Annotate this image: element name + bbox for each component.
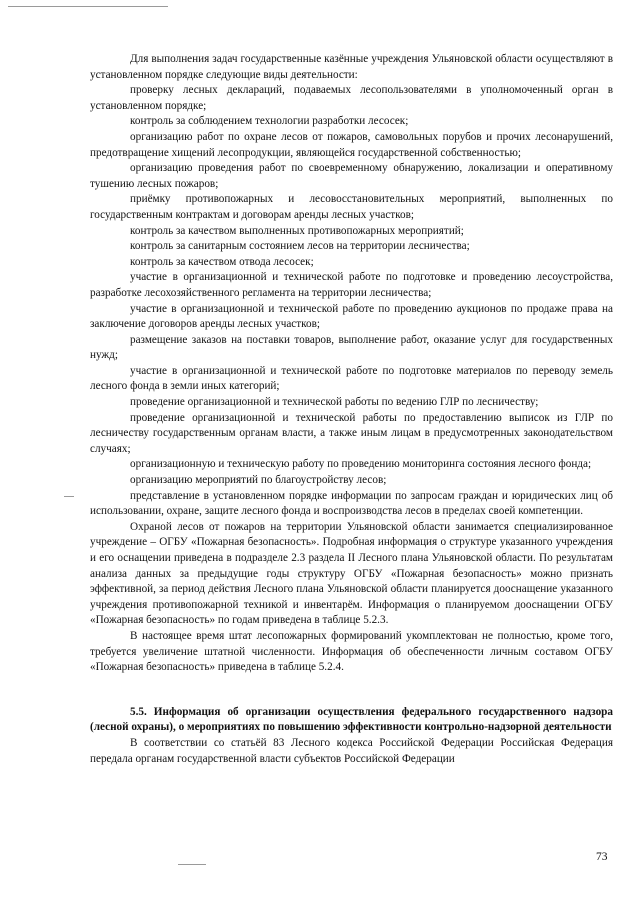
scan-artifact-left (64, 496, 74, 497)
list-item: участие в организационной и технической работе по проведению аукционов по продаже права на заключение договоров аренды лесных участков; (90, 302, 613, 331)
list-item: проведение организационной и технической работы по предоставлению выписок из ГЛР по лесничеству государственным органам власти, а также иным лицам в предусмотренных законодательством случаях; (90, 411, 613, 455)
body-paragraph: В настоящее время штат лесопожарных формирований укомплектован не полностью, кроме того, требуется увеличение штатной численности. Информация об обеспеченности личным составом ОГБУ «Пожарная безопасность» приведена в таблице 5.2.4. (90, 629, 613, 674)
intro-paragraph: Для выполнения задач государственные казённые учреждения Ульяновской области осуществляют в установленном порядке следующие виды деятельности: (90, 53, 613, 81)
list-item: размещение заказов на поставки товаров, выполнение работ, оказание услуг для государственных нужд; (90, 333, 613, 362)
list-item: контроль за качеством выполненных противопожарных мероприятий; (130, 224, 464, 237)
document-page (90, 52, 613, 767)
list-item: контроль за санитарным состоянием лесов на территории лесничества; (130, 240, 470, 253)
page-number: 73 (596, 851, 608, 863)
list-item: организацию мероприятий по благоустройству лесов; (130, 474, 387, 487)
list-item: приёмку противопожарных и лесовосстановительных мероприятий, выполненных по государственным контрактам и договорам аренды лесных участков; (90, 193, 613, 221)
list-item: организацию проведения работ по своевременному обнаружению, локализации и оперативному тушению лесных пожаров; (90, 162, 613, 190)
section-heading: 5.5. Информация об организации осуществления федерального государственного надзора (лесной охраны), о мероприятиях по повышению эффективности контрольно-надзорной деятельности (90, 705, 613, 734)
scan-artifact-bottom (178, 864, 206, 865)
list-item: контроль за качеством отвода лесосек; (130, 255, 314, 268)
list-item: участие в организационной и технической работе по подготовке и проведению лесоустройства, разработке лесохозяйственного регламента на территории лесничества; (90, 271, 613, 299)
list-item: представление в установленном порядке информации по запросам граждан и юридических лиц об использовании, охране, защите лесного фонда и воспроизводства лесов в пределах своей компетенции. (90, 489, 613, 518)
section-spacer (90, 676, 613, 705)
list-item: организацию работ по охране лесов от пожаров, самовольных порубов и прочих лесонарушений, предотвращение хищений лесопродукции, являющейся государственной собственностью; (90, 130, 613, 159)
list-item: проведение организационной и технической работы по ведению ГЛР по лесничеству; (130, 396, 539, 409)
section-paragraph: В соответствии со статьёй 83 Лесного кодекса Российской Федерации Российская Федерация передала органам государственной власти субъектов Российской Федерации (90, 736, 613, 765)
list-item: контроль за соблюдением технологии разработки лесосек; (130, 115, 409, 128)
list-item: проверку лесных деклараций, подаваемых лесопользователями в уполномоченный орган в установленном порядке; (90, 84, 613, 112)
scan-artifact-top (8, 6, 168, 7)
list-item: организационную и техническую работу по проведению мониторинга состояния лесного фонда; (130, 458, 592, 471)
list-item: участие в организационной и технической работе по подготовке материалов по переводу земель лесного фонда в земли иных категорий; (90, 364, 613, 393)
body-paragraph: Охраной лесов от пожаров на территории Ульяновской области занимается специализированное учреждение – ОГБУ «Пожарная безопасность». Подробная информация о структуре указанного учреждения и его оснащении приведена в подразделе 2.3 раздела II Лесного плана Ульяновской области. По результатам анализа данных за предыдущие годы структуру ОГБУ «Пожарная безопасность» можно признать эффективной, за период действия Лесного плана Ульяновской области планируется дооснащение указанного учреждения противопожарной техникой и инвентарём. Информация о планируемом дооснащении ОГБУ «Пожарная безопасность» по годам приведена в таблице 5.2.3. (90, 520, 613, 627)
